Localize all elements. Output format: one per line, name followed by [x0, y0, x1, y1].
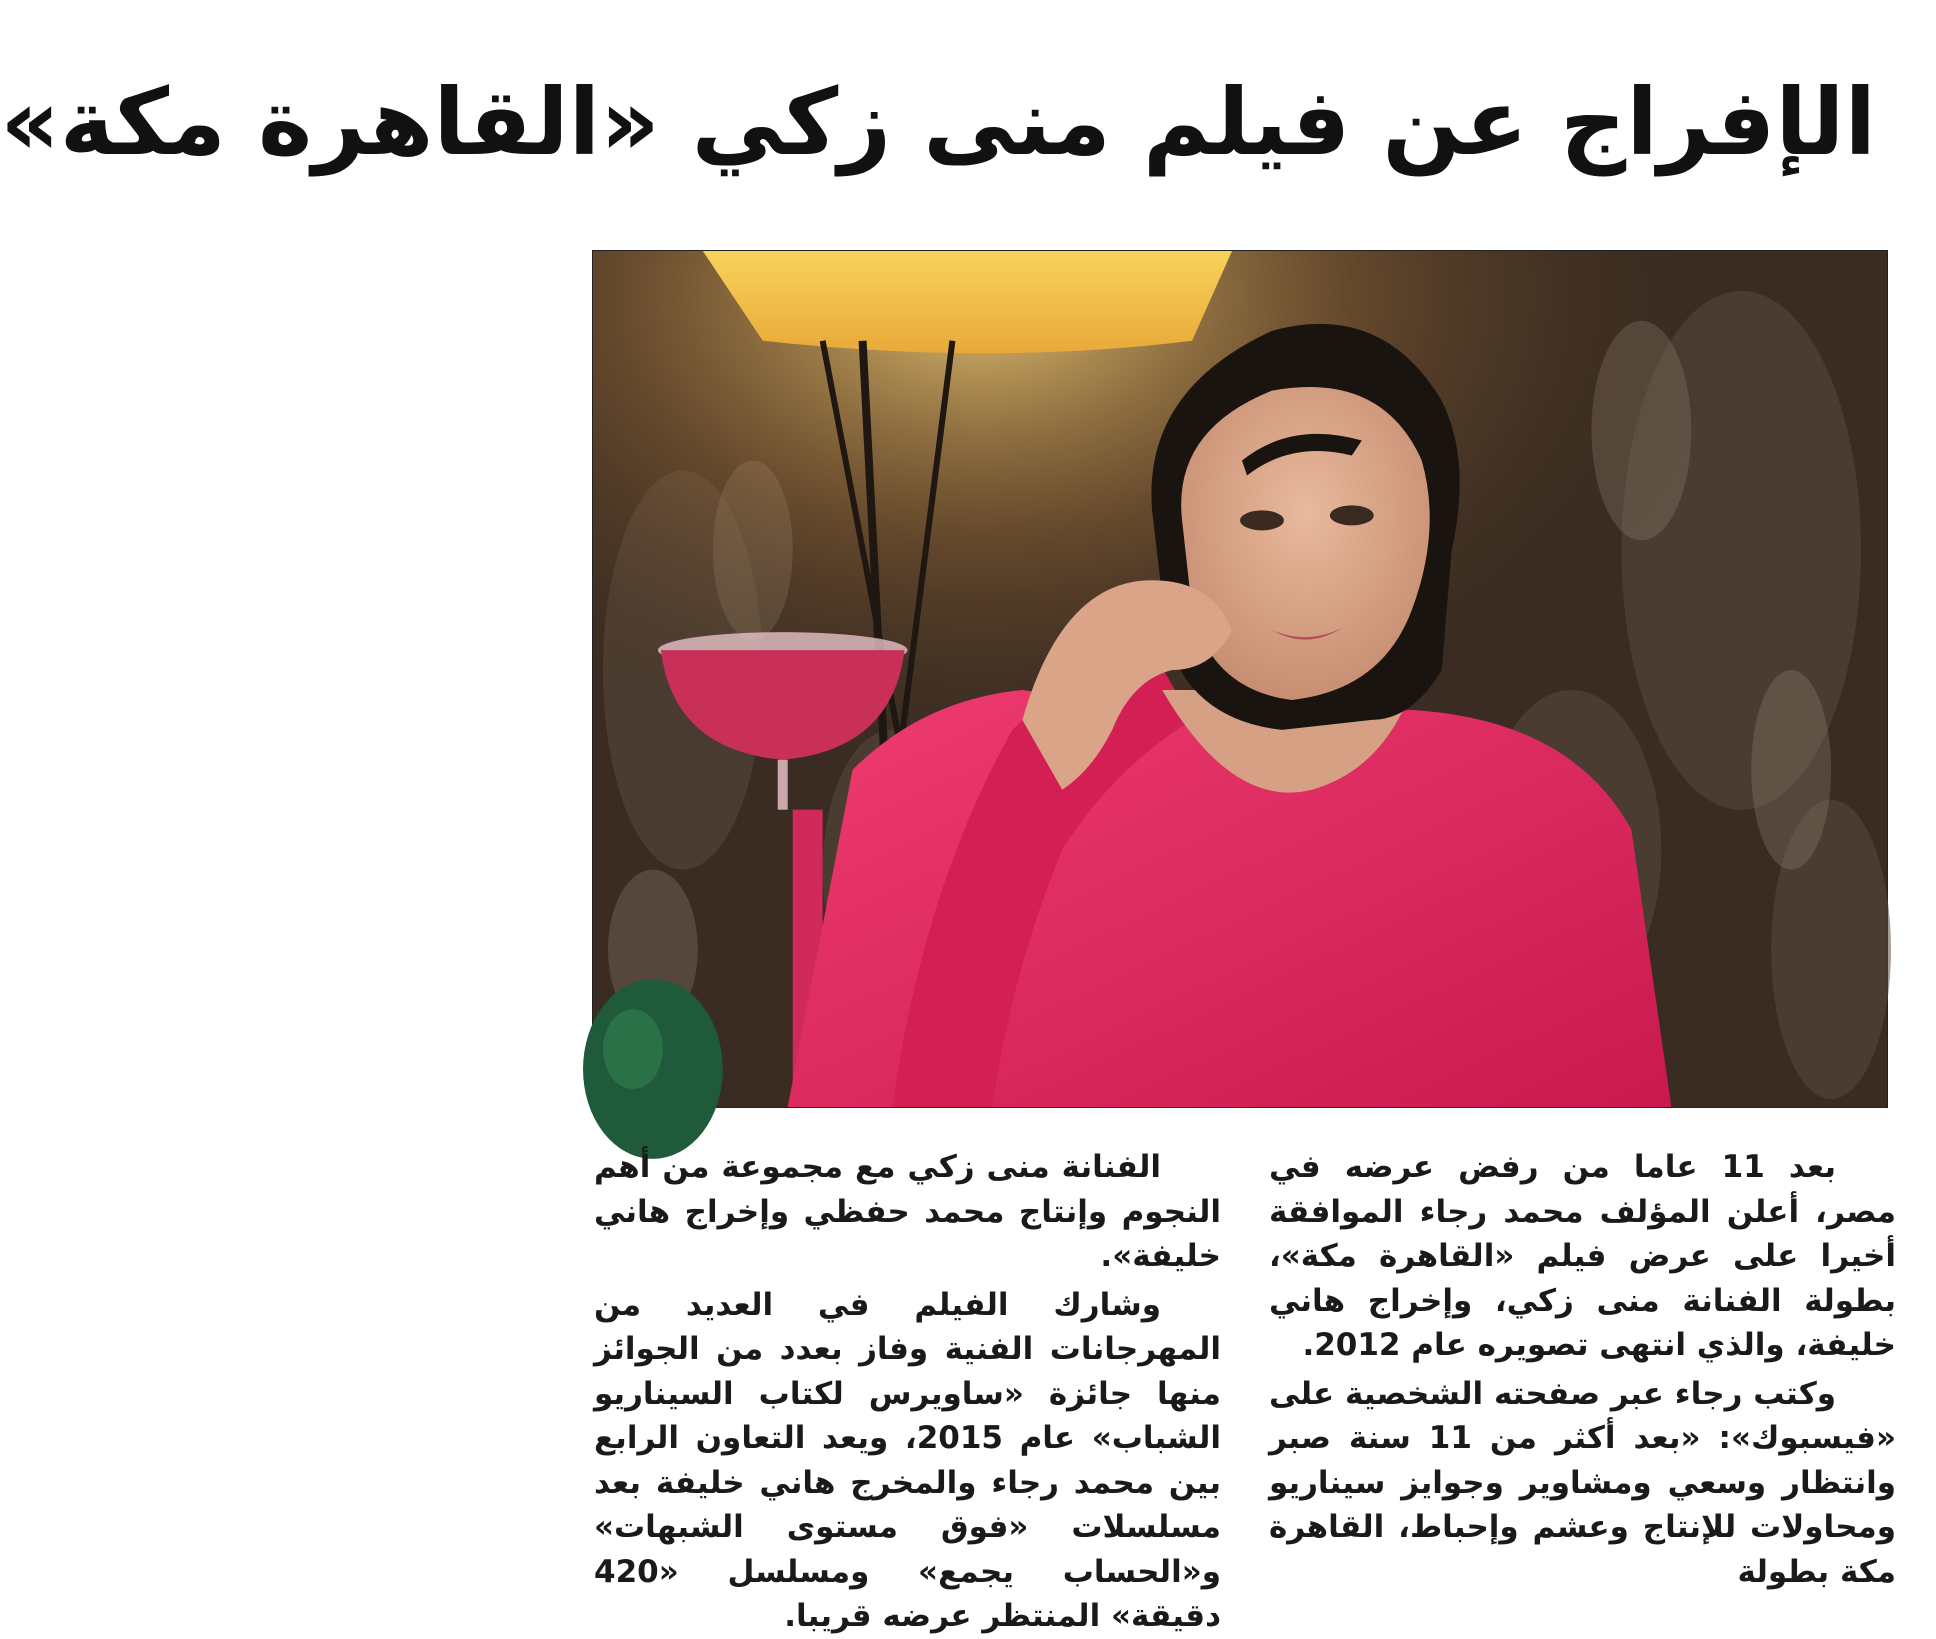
- paragraph: وشارك الفيلم في العديد من المهرجانات الفنية وفاز بعدد من الجوائز منها جائزة «ساويرس لكتاب السيناريو الشباب» عام 2015، ويعد التعاون الرابع بين محمد رجاء والمخرج هاني خليفة بعد مسلسلات «فوق مستوى الشبهات» و«الحساب يجمع» ومسلسل «420 دقيقة» المنتظر عرضه قريبا.: [594, 1286, 1221, 1634]
- article-column-left: [594, 1145, 1221, 1634]
- paragraph: الفنانة منى زكي مع مجموعة من أهم النجوم وإنتاج محمد حفظي وإخراج هاني خليفة».: [594, 1149, 1221, 1274]
- article-photo: [592, 250, 1888, 1108]
- paragraph: وكتب رجاء عبر صفحته الشخصية على «فيسبوك»: «بعد أكثر من 11 سنة صبر وانتظار وسعي ومشاوير وجوايز سيناريو ومحاولات للإنتاج وعشم وإحباط، القاهرة مكة بطولة: [1269, 1375, 1897, 1590]
- paragraph: بعد 11 عاما من رفض عرضه في مصر، أعلن المؤلف محمد رجاء الموافقة أخيرا على عرض فيلم «القاهرة مكة»، بطولة الفنانة منى زكي، وإخراج هاني خليفة، والذي انتهى تصويره عام 2012.: [1269, 1149, 1896, 1363]
- article-column-right: [1269, 1145, 1897, 1590]
- headline: الإفراج عن فيلم منى زكي «القاهرة مكة»: [0, 69, 1876, 176]
- portrait-photo-icon: [593, 251, 1887, 1107]
